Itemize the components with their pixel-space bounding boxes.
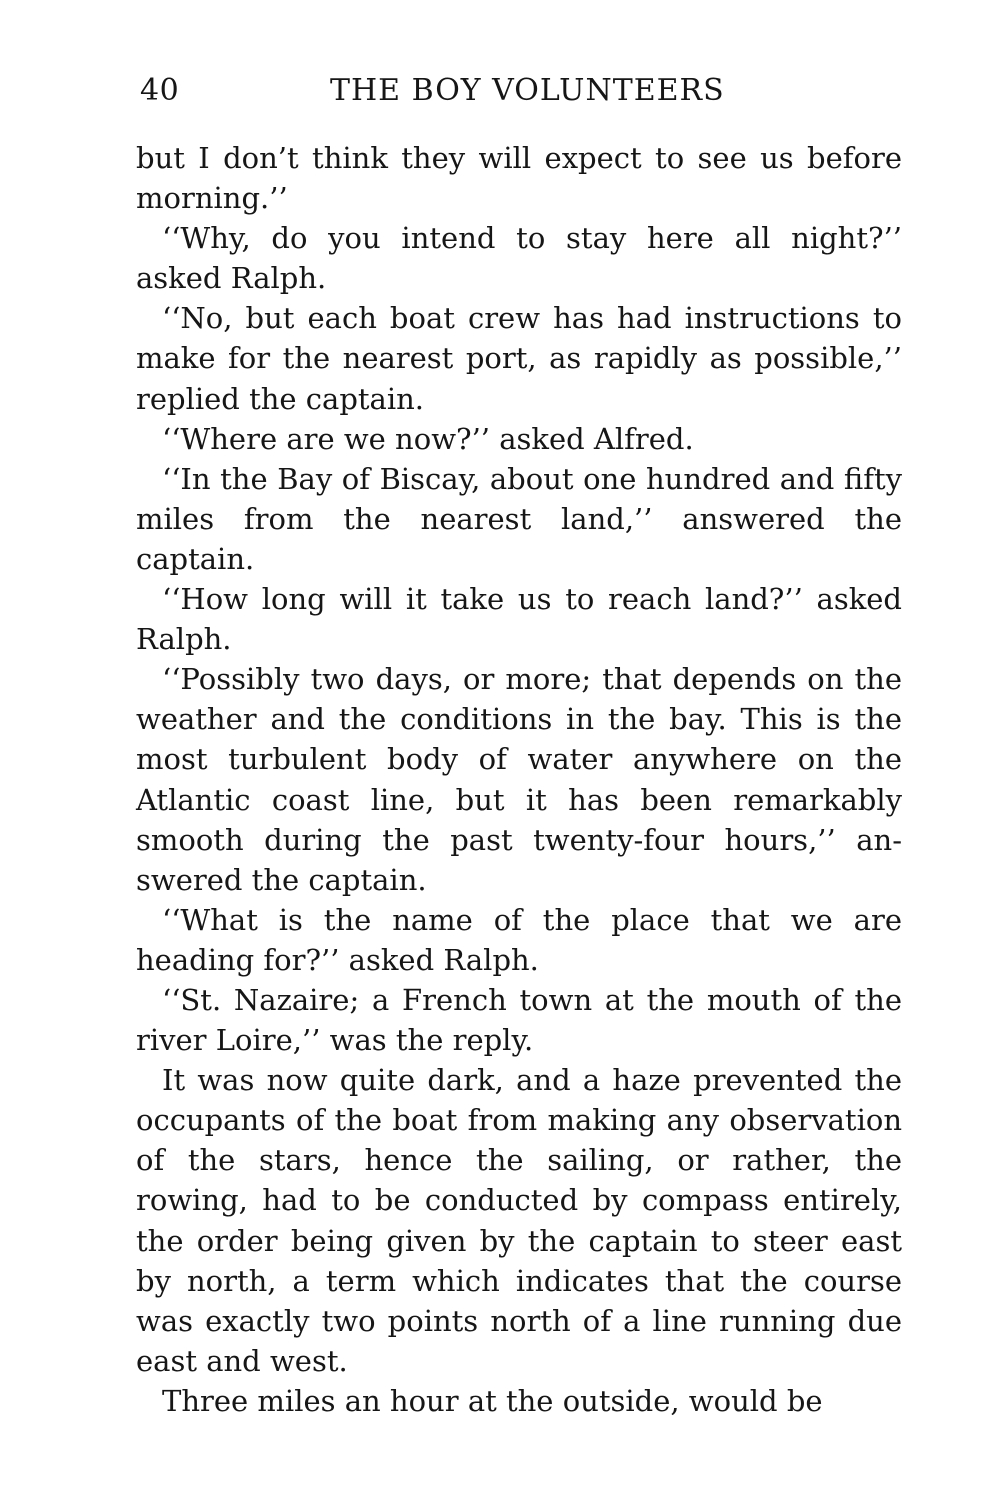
paragraph: ‘‘What is the name of the place that we are heading for?’’ asked Ralph.: [136, 902, 902, 977]
paragraph: ‘‘Where are we now?’’ asked Alfred.: [162, 421, 694, 456]
book-title: THE BOY VOLUNTEERS: [330, 73, 725, 108]
page-number: 40: [140, 73, 180, 108]
paragraph: ‘‘No, but each boat crew has had instructions to make for the nearest port, as rapidly as possible,’’ replied the captain.: [136, 301, 902, 416]
body-text: [136, 138, 902, 1421]
paragraph: Three miles an hour at the outside, would be: [162, 1383, 823, 1418]
running-head: [140, 66, 900, 116]
paragraph: ‘‘Possibly two days, or more; that depends on the weather and the conditions in the bay. This is the most turbulent body of water anywhere on the Atlantic coast line, but it has been remarkably smooth during the past twenty-four hours,’’ answered the captain.: [136, 662, 902, 897]
paragraph: ‘‘How long will it take us to reach land?’’ asked Ralph.: [136, 582, 902, 657]
paragraph: ‘‘St. Nazaire; a French town at the mouth of the river Loire,’’ was the reply.: [136, 982, 902, 1058]
paragraph: It was now quite dark, and a haze prevented the occupants of the boat from making any observation of the stars, hence the sailing, or rather, the rowing, had to be conducted by compass entirely, the order being given by the captain to steer east by north, a term which indicates that the course was exactly two points north of a line running due east and west.: [136, 1063, 902, 1378]
paragraph: ‘‘Why, do you intend to stay here all night?’’ asked Ralph.: [136, 221, 902, 296]
paragraph: ‘‘In the Bay of Biscay, about one hundred and fifty miles from the nearest land,’’ answered the captain.: [136, 461, 902, 576]
paragraph-continued: but I don’t think they will expect to see us before morning.’’: [136, 141, 902, 216]
